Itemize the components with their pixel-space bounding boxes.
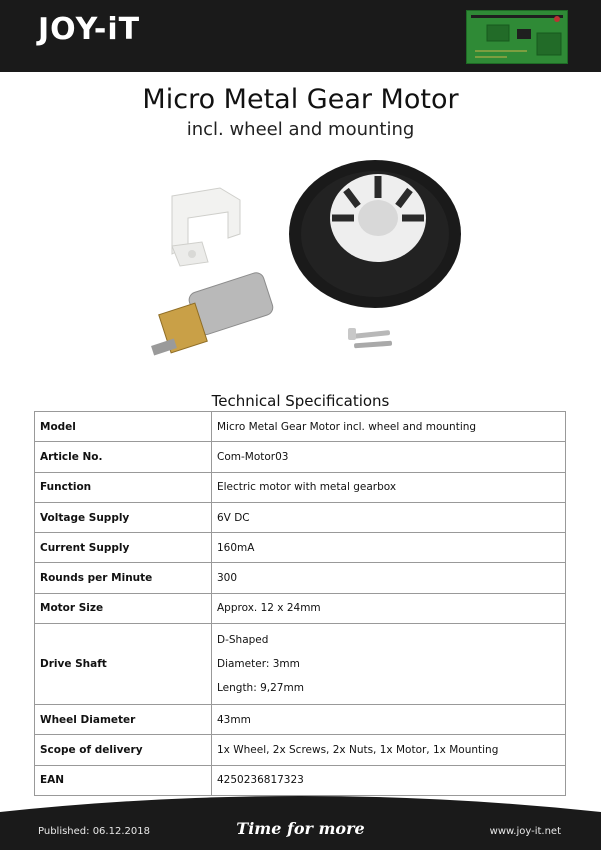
- shaft-diameter: Diameter: 3mm: [217, 658, 300, 671]
- shaft-length: Length: 9,27mm: [217, 682, 304, 695]
- spec-key: Drive Shaft: [35, 624, 212, 705]
- spec-key: Article No.: [35, 442, 212, 472]
- spec-value: Micro Metal Gear Motor incl. wheel and mounting: [212, 412, 566, 442]
- table-row: [35, 593, 566, 623]
- table-row: [35, 705, 566, 735]
- brand-logo: JOY-iT: [38, 12, 141, 47]
- spec-key: Voltage Supply: [35, 502, 212, 532]
- table-row: [35, 502, 566, 532]
- table-row: [35, 563, 566, 593]
- table-row: [35, 533, 566, 563]
- website-link[interactable]: www.joy-it.net: [489, 826, 561, 837]
- spec-heading: Technical Specifications: [211, 392, 390, 410]
- spec-value: [212, 624, 566, 705]
- spec-value: 300: [212, 563, 566, 593]
- spec-value: 160mA: [212, 533, 566, 563]
- spec-key: Function: [35, 472, 212, 502]
- spec-key: Wheel Diameter: [35, 705, 212, 735]
- spec-value: 43mm: [212, 705, 566, 735]
- spec-value: Electric motor with metal gearbox: [212, 472, 566, 502]
- spec-value: 1x Wheel, 2x Screws, 2x Nuts, 1x Motor, 1x Mounting: [212, 735, 566, 765]
- published-date: Published: 06.12.2018: [38, 826, 150, 837]
- spec-key: Scope of delivery: [35, 735, 212, 765]
- spec-value: Com-Motor03: [212, 442, 566, 472]
- wheel-image: [289, 160, 461, 308]
- spec-key: Model: [35, 412, 212, 442]
- spec-key: Motor Size: [35, 593, 212, 623]
- table-row: [35, 624, 566, 705]
- table-row: [35, 735, 566, 765]
- slogan: Time for more: [236, 819, 365, 838]
- product-photo: [140, 150, 470, 380]
- table-row: [35, 472, 566, 502]
- page-title: Micro Metal Gear Motor: [142, 84, 459, 115]
- spec-value: 4250236817323: [212, 765, 566, 795]
- spec-key: EAN: [35, 765, 212, 795]
- pcb-board-image: [466, 10, 568, 64]
- spec-key: Current Supply: [35, 533, 212, 563]
- spec-key: Rounds per Minute: [35, 563, 212, 593]
- motor-image: [151, 271, 275, 356]
- page-header: [0, 0, 601, 72]
- spec-value: Approx. 12 x 24mm: [212, 593, 566, 623]
- mounting-bracket-image: [172, 188, 240, 266]
- spec-value: 6V DC: [212, 502, 566, 532]
- table-row: [35, 412, 566, 442]
- spec-table: [34, 411, 566, 796]
- page-subtitle: incl. wheel and mounting: [186, 119, 415, 140]
- shaft-shape: D-Shaped: [217, 634, 269, 647]
- table-row: [35, 442, 566, 472]
- screws-image: [348, 328, 392, 348]
